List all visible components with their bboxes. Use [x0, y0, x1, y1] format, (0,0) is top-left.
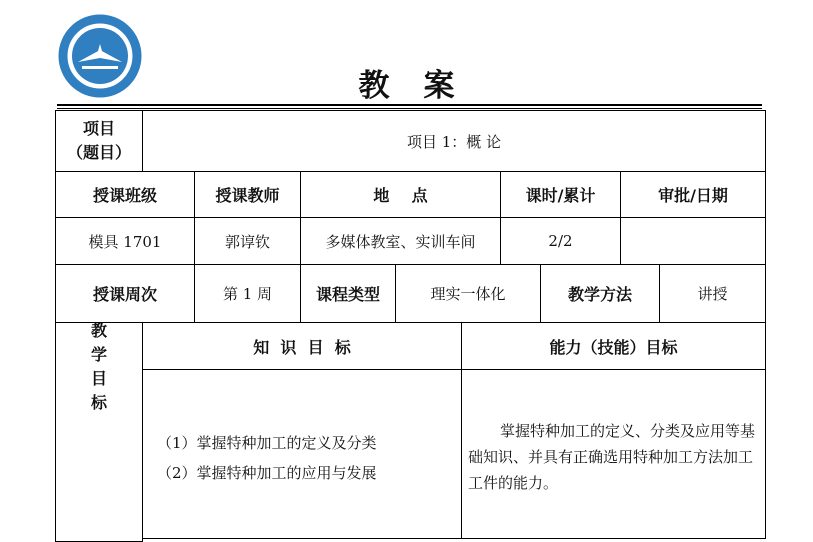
method-value-cell [659, 264, 766, 323]
location-header [300, 171, 501, 218]
knowledge-header-cell [142, 322, 462, 370]
approval-value-cell [620, 217, 766, 265]
project-header-line1: 项目 [82, 119, 115, 138]
title-rule-thin [57, 108, 762, 109]
project-value: 项目 1：概 论 [406, 132, 502, 151]
week-value: 第 1 周 [222, 285, 273, 303]
method-label-cell [540, 264, 660, 323]
method-label: 教学方法 [567, 285, 632, 304]
teacher-value: 郭谆钦 [224, 232, 270, 251]
project-header-cell [55, 110, 143, 172]
teacher-header-label: 授课教师 [215, 186, 280, 205]
teacher-value-cell [194, 217, 301, 265]
hours-value-cell [500, 217, 621, 265]
teaching-goals-char-3: 目 [90, 369, 107, 388]
lesson-plan-table [55, 110, 766, 530]
location-value-cell [300, 217, 501, 265]
approval-header [620, 171, 766, 218]
knowledge-content-cell [142, 369, 462, 539]
class-value: 模具 1701 [88, 232, 162, 251]
teacher-header [194, 171, 301, 218]
class-value-cell [55, 217, 195, 265]
class-header-label: 授课班级 [92, 186, 157, 205]
week-label-cell [55, 264, 195, 323]
course-type-label: 课程类型 [315, 285, 380, 304]
location-header-label: 地 点 [373, 186, 428, 205]
knowledge-header: 知 识 目 标 [253, 337, 351, 357]
project-value-cell [142, 110, 766, 172]
class-header [55, 171, 195, 218]
project-header-line2: （题目） [66, 143, 131, 162]
location-value: 多媒体教室、实训车间 [325, 232, 476, 251]
title-rule-thick [57, 104, 762, 106]
hours-header-label: 课时/累计 [525, 186, 596, 205]
teaching-goals-label-cell [55, 322, 143, 542]
method-value: 讲授 [697, 285, 728, 303]
course-type-value-cell [395, 264, 541, 323]
teaching-goals-char-2: 学 [90, 345, 107, 364]
knowledge-list [143, 428, 377, 488]
knowledge-item: （2）掌握特种加工的应用与发展 [157, 464, 377, 482]
week-value-cell [194, 264, 301, 323]
teaching-goals-char-4: 标 [90, 393, 107, 412]
course-type-value: 理实一体化 [430, 285, 506, 303]
teaching-goals-char-1: 教 [90, 321, 107, 340]
course-type-label-cell [300, 264, 396, 323]
ability-content-cell [461, 369, 766, 539]
page-title: 教案 [358, 68, 489, 104]
ability-header-cell [461, 322, 766, 370]
hours-header [500, 171, 621, 218]
knowledge-item: （1）掌握特种加工的定义及分类 [157, 434, 377, 452]
week-label: 授课周次 [92, 285, 157, 304]
ability-text: 掌握特种加工的定义、分类及应用等基础知识、并具有正确选用特种加工方法加工工件的能力。 [468, 422, 756, 492]
approval-header-label: 审批/日期 [658, 186, 728, 205]
ability-header: 能力（技能）目标 [549, 337, 678, 357]
hours-value: 2/2 [548, 232, 573, 250]
